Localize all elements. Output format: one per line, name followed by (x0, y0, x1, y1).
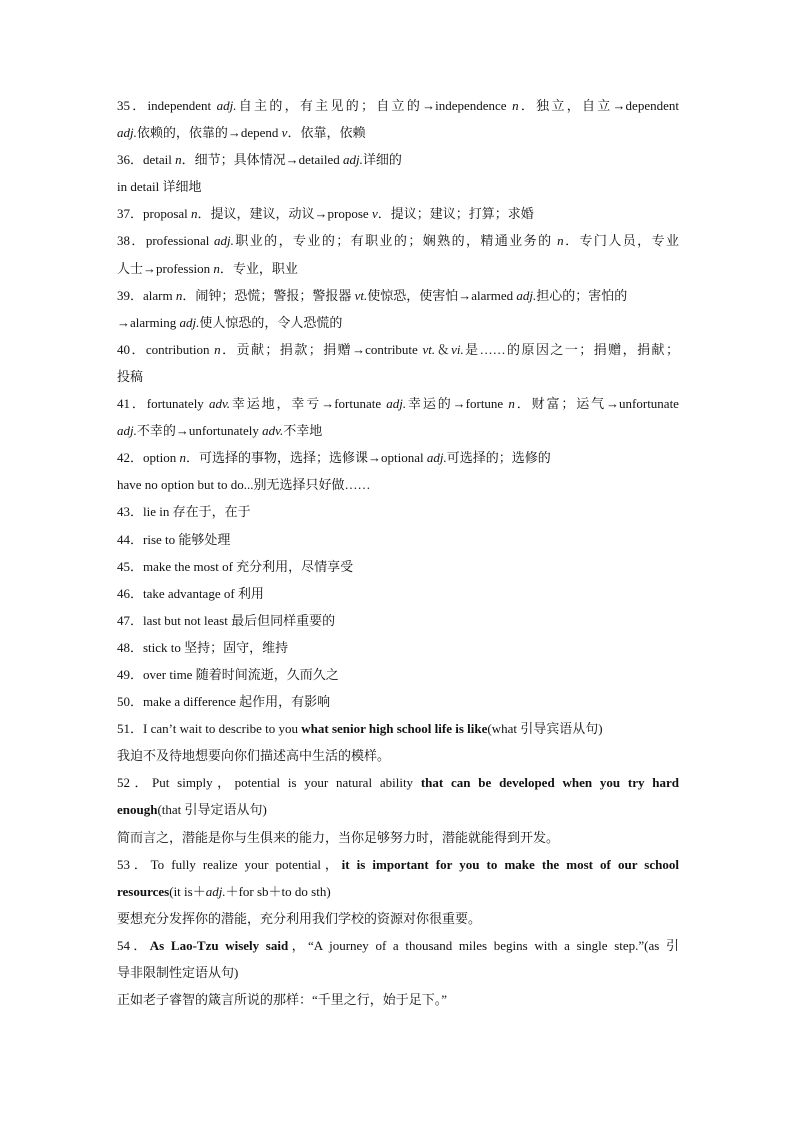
text-segment: 39．alarm (117, 287, 176, 303)
text-line (117, 959, 679, 986)
text-line (117, 688, 679, 715)
text-line (117, 146, 679, 173)
text-line (117, 336, 679, 363)
text-line (117, 417, 679, 444)
pos-abbrev: adj. (426, 450, 447, 466)
text-line (117, 173, 679, 200)
pos-abbrev: adj. (516, 287, 537, 303)
text-segment: 37．proposal (117, 206, 192, 222)
text-line (117, 851, 679, 878)
text-line (117, 932, 679, 959)
pos-abbrev: v (371, 206, 378, 222)
text-segment: ．独立，自立→dependent (518, 98, 679, 113)
text-segment: 40．contribution (117, 341, 215, 357)
pos-abbrev: n (179, 450, 186, 466)
pos-abbrev: n (191, 206, 198, 222)
text-segment: in detail 详细地 (117, 179, 202, 195)
text-line (117, 742, 679, 769)
text-segment: 51．I can’t wait to describe to you (117, 721, 302, 737)
pos-abbrev: n (508, 396, 515, 412)
text-segment: →alarming (117, 314, 180, 330)
pos-abbrev: vt. (422, 341, 436, 357)
text-line (117, 824, 679, 851)
bold-text: it is important for you to make the most of our school (341, 856, 679, 872)
pos-abbrev: adj. (117, 423, 137, 439)
text-segment: 担心的；害怕的 (536, 287, 628, 303)
text-segment: 不幸地 (283, 423, 323, 439)
text-segment: 使惊恐，使害怕→alarmed (367, 287, 517, 303)
text-segment: 导非限制性定语从句) (117, 965, 239, 980)
text-line (117, 796, 679, 823)
text-segment: (it is＋ (169, 883, 206, 899)
text-line (117, 498, 679, 525)
text-line (117, 553, 679, 580)
text-segment: 45．make the most of 充分利用，尽情享受 (117, 558, 354, 574)
text-segment: 我迫不及待地想要向你们描述高中生活的模样。 (117, 748, 391, 764)
text-segment: 人士→profession (117, 260, 214, 276)
text-line (117, 715, 679, 742)
text-line (117, 526, 679, 553)
text-segment: 35．independent (117, 98, 217, 113)
text-line (117, 905, 679, 932)
text-segment: 50．make a difference 起作用，有影响 (117, 694, 331, 710)
text-segment: ．贡献；捐款；捐赠→contribute (220, 341, 423, 357)
text-segment: have no option but to do...别无选择只好做…… (117, 477, 371, 493)
pos-abbrev: adv. (208, 396, 230, 412)
pos-abbrev: adj. (214, 233, 234, 249)
text-line (117, 661, 679, 688)
text-line (117, 200, 679, 227)
text-segment: ．依靠，依赖 (287, 125, 366, 141)
text-segment: 36．detail (117, 152, 176, 168)
text-line (117, 580, 679, 607)
pos-abbrev: adj. (386, 396, 407, 412)
document-page (117, 92, 679, 1013)
text-segment: 不幸的→unfortunately (136, 423, 263, 439)
text-segment: (what 引导宾语从句) (487, 721, 603, 737)
text-segment: ．提议，建议，动议→propose (197, 206, 372, 222)
pos-abbrev: n (214, 341, 221, 357)
text-segment: 自主的，有主见的；自立的→independence (236, 98, 513, 113)
text-line (117, 363, 679, 390)
text-segment: 52．Put simply，potential is your natural ability (117, 775, 421, 791)
text-segment: ．专门人员，专业 (563, 233, 679, 249)
bold-text: resources (117, 883, 170, 899)
pos-abbrev: adj. (343, 152, 363, 168)
pos-abbrev: n (213, 260, 220, 276)
text-segment: 职业的，专业的；有职业的；娴熟的，精通业务的 (233, 233, 558, 249)
text-line (117, 92, 679, 119)
text-segment: 53．To fully realize your potential， (117, 856, 342, 872)
text-segment: 正如老子睿智的箴言所说的那样：“千里之行，始于足下。” (117, 992, 448, 1008)
pos-abbrev: vi. (451, 341, 464, 357)
text-line (117, 878, 679, 905)
pos-abbrev: adj. (117, 125, 137, 141)
text-segment: 幸运的→fortune (406, 396, 509, 412)
text-segment: ．提议；建议；打算；求婚 (377, 206, 534, 222)
text-segment: (that 引导定语从句) (157, 802, 267, 818)
text-segment: 使人惊恐的，令人恐慌的 (199, 314, 343, 330)
bold-text: As Lao-Tzu wisely said (149, 937, 289, 953)
text-segment: ＋for sb＋to do sth) (225, 883, 331, 899)
text-line (117, 227, 679, 254)
text-segment: 幸运地，幸亏→fortunate (230, 396, 387, 412)
pos-abbrev: n (175, 287, 183, 303)
pos-abbrev: n (512, 98, 519, 113)
text-segment: 简而言之，潜能是你与生俱来的能力，当你足够努力时，潜能就能得到开发。 (117, 829, 560, 845)
bold-text: what senior high school life is like (301, 721, 488, 737)
text-segment: 42．option (117, 450, 180, 466)
text-segment: 要想充分发挥你的潜能，充分利用我们学校的资源对你很重要。 (117, 910, 482, 926)
text-segment: 54． (117, 937, 150, 953)
text-line (117, 119, 679, 146)
text-line (117, 634, 679, 661)
text-segment: 48．stick to 坚持；固守，维持 (117, 639, 289, 655)
text-segment: ．闹钟；恐慌；警报；警报器 (182, 287, 355, 303)
pos-abbrev: adj. (205, 883, 226, 899)
pos-abbrev: adv. (262, 423, 284, 439)
text-segment: 41．fortunately (117, 396, 209, 412)
pos-abbrev: adj. (216, 98, 237, 113)
pos-abbrev: n (557, 233, 564, 249)
text-line (117, 309, 679, 336)
text-segment: 43．lie in 存在于，在于 (117, 504, 251, 520)
text-segment: ，“A journey of a thousand miles begins with a single step.”(as 引 (288, 937, 679, 953)
text-line (117, 986, 679, 1013)
text-segment: 投稿 (117, 368, 144, 384)
bold-text: that can be developed when you try hard (420, 775, 679, 791)
pos-abbrev: n (175, 152, 182, 168)
pos-abbrev: adj. (179, 314, 200, 330)
text-segment: ＆ (435, 341, 452, 357)
text-segment: 46．take advantage of 利用 (117, 585, 264, 601)
text-segment: ．专业，职业 (219, 260, 298, 276)
text-segment: 详细的 (362, 152, 402, 168)
text-segment: ．细节；具体情况→detailed (181, 152, 344, 168)
text-segment: 44．rise to 能够处理 (117, 531, 231, 547)
text-line (117, 282, 679, 309)
text-line (117, 444, 679, 471)
text-segment: 47．last but not least 最后但同样重要的 (117, 612, 336, 628)
text-segment: ．可选择的事物，选择；选修课→optional (185, 450, 427, 466)
text-segment: 是……的原因之一；捐赠，捐献； (463, 341, 679, 357)
text-line (117, 390, 679, 417)
text-segment: 依赖的，依靠的→depend (136, 125, 282, 141)
text-segment: 可选择的；选修的 (446, 450, 551, 466)
text-segment: ．财富；运气→unfortunate (514, 396, 679, 412)
text-segment: 38．professional (117, 233, 215, 249)
pos-abbrev: vt. (354, 287, 368, 303)
text-line (117, 255, 679, 282)
text-line (117, 607, 679, 634)
text-line (117, 769, 679, 796)
text-segment: 49．over time 随着时间流逝，久而久之 (117, 666, 339, 682)
pos-abbrev: v (281, 125, 288, 141)
text-line (117, 471, 679, 498)
bold-text: enough (117, 802, 158, 818)
